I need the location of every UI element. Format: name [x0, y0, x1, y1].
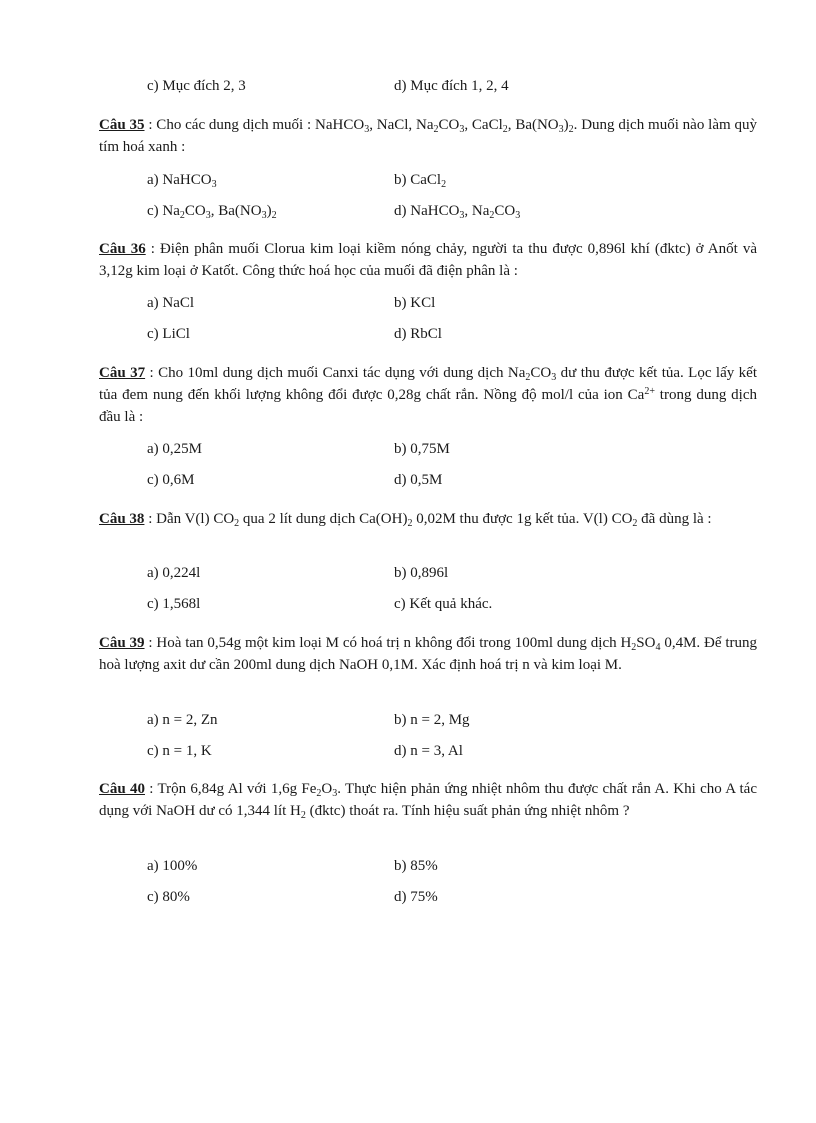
q35-option-d: d) NaHCO$_3$, $Na_2CO_3$ — [394, 203, 521, 221]
q39-text: Câu 39 : Hoà tan 0,54g một kim loại M có hoá trị n không đổi trong 100ml dung dịch $H_2SO_4$ 0,4M. Để trung hoà lượng axit dư cần 200ml dung dịch NaOH 0,1M. Xác định hoá trị n và kim loại M. — [99, 635, 757, 673]
q37-label: Câu 37 — [99, 365, 146, 381]
q37-option-a: a) 0,25M — [147, 441, 202, 457]
q35-option-b: b) CaCl$_2$ — [394, 172, 447, 190]
q37-option-b: b) 0,75M — [394, 441, 450, 457]
q39-option-d: d) n = 3, Al — [394, 743, 463, 759]
q37-options-row-1 — [0, 438, 816, 460]
q40-option-c: c) 80% — [147, 889, 190, 905]
q34-options-row-2 — [0, 75, 816, 97]
q38-label: Câu 38 — [99, 511, 145, 527]
q40-text: Câu 40 : Trộn 6,84g Al với 1,6g $Fe_2O_3$. Thực hiện phản ứng nhiệt nhôm thu được chất rắn A. Khi cho A tác dụng với NaOH dư có 1,344 lít $H_2$ (đktc) thoát ra. Tính hiệu suất phản ứng nhiệt nhôm ? — [99, 781, 757, 821]
q35-label: Câu 35 — [99, 117, 145, 133]
q40-option-d: d) 75% — [394, 889, 438, 905]
q36-option-b: b) KCl — [394, 295, 436, 311]
q35-options-row-2 — [0, 200, 816, 222]
q39-options-row-1 — [0, 709, 816, 731]
q35-option-a: a) NaHCO$_3$ — [147, 172, 217, 190]
q38-option-b: b) 0,896l — [394, 565, 449, 581]
q39-option-a: a) n = 2, Zn — [147, 712, 218, 728]
q39-label: Câu 39 — [99, 635, 145, 651]
q38-text: Câu 38 : Dẫn V(l) $CO_2$ qua 2 lít dung dịch $Ca(OH)_2$ 0,02M thu được 1g kết tủa. V(l) $CO_2$ đã dùng là : — [99, 511, 712, 529]
q36-options-row-1 — [0, 292, 816, 314]
q36-option-c: c) LiCl — [147, 326, 190, 342]
q40-option-b: b) 85% — [394, 858, 438, 874]
q39-option-c: c) n = 1, K — [147, 743, 212, 759]
q40-options-row-1 — [0, 855, 816, 877]
q36-label: Câu 36 — [99, 241, 146, 257]
q37-text: Câu 37 : Cho 10ml dung dịch muối Canxi tác dụng với dung dịch $Na_2CO_3$ dư thu được kết tủa. Lọc lấy kết tủa đem nung đến khối lượng không đổi được 0,28g chất rắn. Nồng độ mol/l của ion $Ca^{2+}$ trong dung dịch đầu là : — [99, 365, 757, 425]
q37-options-row-2 — [0, 469, 816, 491]
q38-options-row-1 — [0, 562, 816, 584]
q36-option-d: d) RbCl — [394, 326, 442, 342]
q35-text: Câu 35 : Cho các dung dịch muối : NaHCO$_3$, NaCl, $Na_2CO_3$, CaCl$_2$, $Ba(NO_3)_2$. Dung dịch muối nào làm quỳ tím hoá xanh : — [99, 117, 757, 155]
q36-option-a: a) NaCl — [147, 295, 195, 311]
q34-option-c: c) Mục đích 2, 3 — [147, 78, 246, 94]
q38-option-d: c) Kết quả khác. — [394, 596, 493, 612]
q34-option-d: d) Mục đích 1, 2, 4 — [394, 78, 509, 94]
q38-options-row-2 — [0, 593, 816, 615]
q38-option-a: a) 0,224l — [147, 565, 201, 581]
q38-option-c: c) 1,568l — [147, 596, 201, 612]
q37-option-d: d) 0,5M — [394, 472, 443, 488]
q40-option-a: a) 100% — [147, 858, 198, 874]
q37-option-c: c) 0,6M — [147, 472, 195, 488]
q35-option-c: c) $Na_2CO_3$, $Ba(NO_3)_2$ — [147, 203, 277, 221]
q40-options-row-2 — [0, 886, 816, 908]
q36-text: Câu 36 : Điện phân muối Clorua kim loại kiềm nóng chảy, người ta thu được 0,896l khí (đktc) ở Anốt và 3,12g kim loại ở Katốt. Công thức hoá học của muối đã điện phân là : — [99, 241, 757, 279]
q39-options-row-2 — [0, 740, 816, 762]
q36-options-row-2 — [0, 323, 816, 345]
q39-option-b: b) n = 2, Mg — [394, 712, 470, 728]
q40-label: Câu 40 — [99, 781, 145, 797]
q35-options-row-1 — [0, 169, 816, 191]
